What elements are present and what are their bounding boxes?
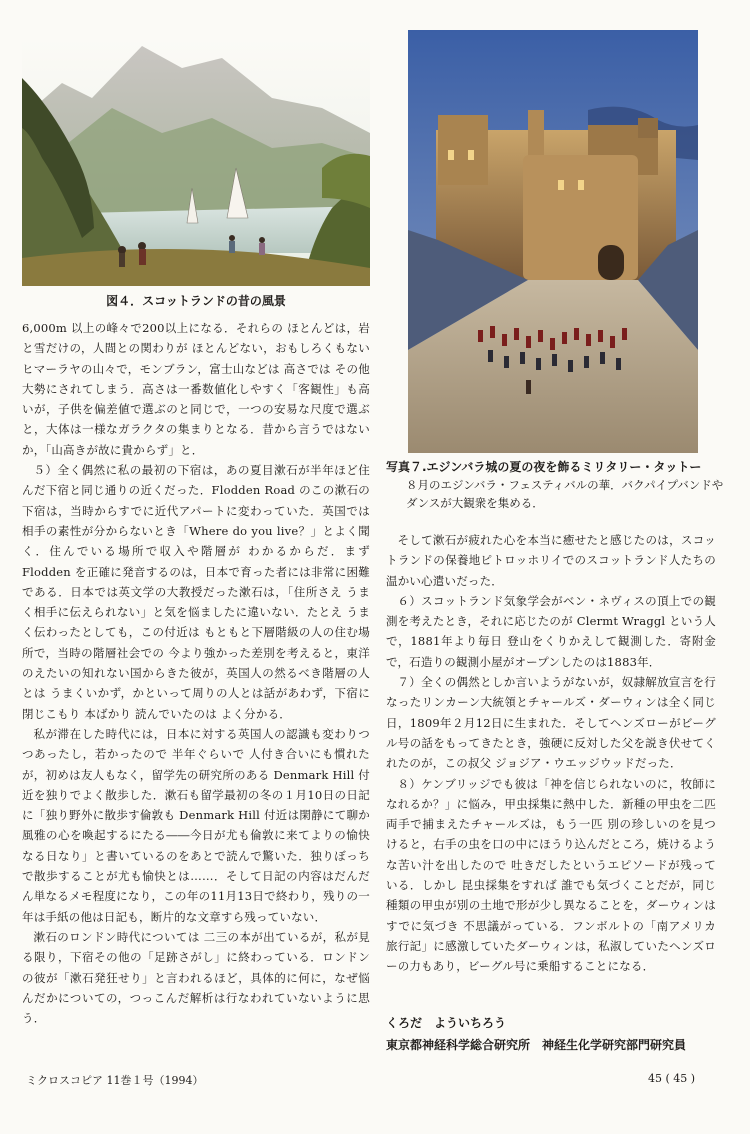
figure-4-scotland-landscape (22, 38, 370, 286)
right-text-column (386, 530, 716, 977)
author-affiliation: 東京都神経科学総合研究所 神経生化学研究部門研究員 (386, 1038, 687, 1052)
landscape-illustration (22, 38, 370, 286)
paragraph: 私が滞在した時代には，日本に対する英国人の認識も変わりつつあったし，若かったので 半年ぐらいで 人付き合いにも慣れたが，初めは友人もなく，留学先の研究所のある Denmark Hill 付近を独りでよく散歩した．漱石も留学最初の冬の１月10日の日記に「独り野外に散歩す倫敦も Denmark Hill 付近は閑静にて聊か風雅の心を喚起するにたる――今日が尤も倫敦に来てよりの愉快なる日なり」と書いているのをあとで読んで驚いた．独りぼっちで散歩することが尤も愉快とは……．そして日記の内容はだんだん単なるメモ程度になり，この年の11月13日で終わり，残りの一年は手紙の他は日記も，断片的な文章すら残っていない． (22, 726, 370, 924)
paragraph: ８）ケンブリッジでも彼は「神を信じられないのに，牧師になれるか？」に悩み，甲虫採集に熱中した．新種の甲虫を二匹 両手で捕まえたチャールズは，もう一匹 別の珍しいのを見つけると，右手の虫を口の中にほうり込んだところ，焼けるような苦い汁を出したので 吐きだしたというエピソードが残っている．しかし 昆虫採集をすれば 誰でも気づくことだが，同じ種類の甲虫が別の土地で形が少し異なることを，ダーウィンは すでに気づき 不思議がっている．フンボルトの「南アメリカ旅行記」に感激していたダーウィンは，私淑していたヘンズローの力もあり，ビーグル号に乗船することになる． (386, 776, 716, 974)
figure-4-caption: 図４．スコットランドの昔の風景 (106, 294, 286, 308)
author-block (386, 1012, 686, 1056)
paragraph: ５）全く偶然に私の最初の下宿は，あの夏目漱石が半年ほど住んだ下宿と同じ通りの近くだった．Flodden Road のこの漱石の下宿は，当時からすでに近代アパートに変わっていた．英国では相手の素性が分からないとき「Where do you live？」とよく聞く．住んでいる場所で収入や階層が わかるからだ．まず Flodden を正確に発音するのは，日本で育った者には非常に困難である．日本では英文学の大教授だった漱石は，「住所さえ うまく相手に伝えられない」と気を悩ましたに違いない．たとえ うまく伝わったとしても，この付近は もともと下層階級の人の住む場所で，当時の階層社会での 今より強かった差別を考えると，東洋のえたいの知れない国からきた彼が，英国人の然るべき階層の人とは うまくいかず，かといって周りの人とは話があわず，下宿に閉じこもり 本ばかり 読んでいたのは よく分かる． (22, 463, 370, 721)
paragraph: 6,000m 以上の峰々で200以上になる．それらの ほとんどは，岩と雪だけの，人間との関わりが ほとんどない，おもしろくもないヒマーラヤの山々で，モンブラン，富士山などは 高さでは その他大勢にされてしまう．高さは一番数値化しやすく「客観性」も高いが，子供を偏差値で選ぶのと同じで，一つの安易な尺度で選ぶと，大体は一様なガラクタの集まりとなる．昔から言うではないか，「山高きが故に貴からず」と． (22, 321, 370, 457)
photo-7-edinburgh-castle (408, 30, 698, 453)
paragraph: 漱石のロンドン時代については 二三の本が出ているが，私が見る限り，下宿その他の「足跡さがし」に終わっている．ロンドンの彼が「漱石発狂せり」と言われるほど，具体的に何に，なぜ悩んだかについての，つっこんだ解析は行なわれていないように思う． (22, 929, 370, 1026)
photo-7-caption: 写真７.エジンバラ城の夏の夜を飾るミリタリー・タットー (386, 460, 702, 474)
journal-footer: ミクロスコピア 11巻１号（1994） (26, 1074, 204, 1087)
left-text-column (22, 318, 370, 1028)
castle-photo (408, 30, 698, 453)
author-name: くろだ よういちろう (386, 1016, 507, 1030)
photo-7-description: ８月のエジンバラ・フェスティバルの華．バクパイプバンドやダンスが大観衆を集める． (406, 478, 724, 510)
paragraph: ７）全くの偶然としか言いようがないが，奴隷解放宣言を行なったリンカーン大統領とチャールズ・ダーウィンは全く同じ日，1809年２月12日に生まれた．そしてヘンズローがビーグル号の話をもってきたとき，強硬に反対した父を説き伏せてくれたのが，この叔父 ジョジア・ウエッジウッドだった． (386, 675, 716, 771)
paragraph: ６）スコットランド気象学会がベン・ネヴィスの頂上での観測を考えたとき，それに応じたのが Clermt Wraggl という人で，1881年より毎日 登山をくりかえして観測した．寄附金で，石造りの観測小屋がオープンしたのは1883年． (386, 593, 716, 669)
page-number: 45 ( 45 ) (648, 1072, 696, 1085)
paragraph: そして漱石が疲れた心を本当に癒せたと感じたのは，スコットランドの保養地ピトロッホリイでのスコットランド人たちの温かい心遣いだった． (386, 533, 716, 588)
